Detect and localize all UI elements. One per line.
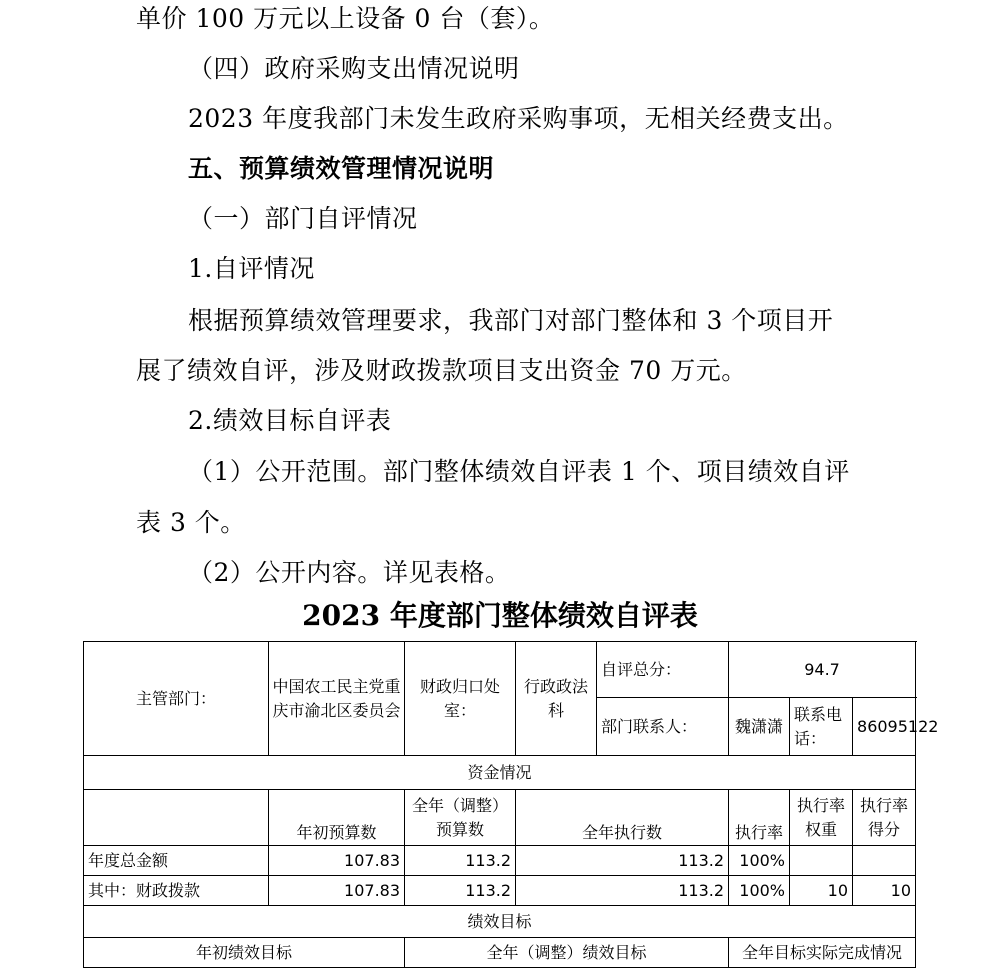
paragraph: 展了绩效自评，涉及财政拨款项目支出资金 70 万元。	[136, 356, 747, 385]
cell-value: 113.2	[516, 846, 729, 876]
row-label: 其中：财政拨款	[84, 876, 269, 906]
cell-value: 10	[853, 876, 916, 906]
col-header: 执行率权重	[790, 790, 853, 846]
col-header: 全年（调整）预算数	[405, 790, 516, 846]
cell-value	[790, 846, 853, 876]
score-label: 自评总分：	[597, 642, 729, 698]
paragraph: 2023 年度我部门未发生政府采购事项，无相关经费支出。	[188, 104, 849, 133]
section-heading: 1.自评情况	[188, 254, 315, 283]
table-title: 2023 年度部门整体绩效自评表	[302, 599, 698, 632]
cell-value: 10	[790, 876, 853, 906]
paragraph: 单价 100 万元以上设备 0 台（套）。	[136, 4, 555, 33]
cell-value: 100%	[729, 846, 790, 876]
paragraph: （1）公开范围。部门整体绩效自评表 1 个、项目绩效自评	[188, 457, 850, 486]
perf-col: 全年（调整）绩效目标	[405, 938, 729, 968]
finance-value: 行政政法科	[516, 642, 597, 756]
col-header: 执行率	[729, 790, 790, 846]
section-heading: （四）政府采购支出情况说明	[188, 54, 520, 83]
contact-value: 魏潇潇	[729, 698, 790, 756]
paragraph: （2）公开内容。详见表格。	[188, 558, 511, 587]
contact-label: 部门联系人：	[597, 698, 729, 756]
score-value: 94.7	[729, 642, 916, 698]
section-heading: 2.绩效目标自评表	[188, 406, 392, 435]
perf-header: 绩效目标	[84, 906, 916, 938]
section-heading: 五、预算绩效管理情况说明	[188, 154, 495, 183]
cell-value: 107.83	[269, 876, 405, 906]
paragraph: 根据预算绩效管理要求，我部门对部门整体和 3 个项目开	[188, 306, 834, 335]
dept-label: 主管部门：	[84, 642, 269, 756]
perf-col: 年初绩效目标	[84, 938, 405, 968]
paragraph: 表 3 个。	[136, 508, 246, 537]
cell-value	[853, 846, 916, 876]
cell-value: 107.83	[269, 846, 405, 876]
dept-value: 中国农工民主党重庆市渝北区委员会	[269, 642, 405, 756]
row-label: 年度总金额	[84, 846, 269, 876]
phone-value: 86095122	[853, 698, 916, 756]
self-evaluation-table	[83, 641, 939, 968]
cell-value: 100%	[729, 876, 790, 906]
perf-col: 全年目标实际完成情况	[729, 938, 916, 968]
finance-label: 财政归口处室：	[405, 642, 516, 756]
cell-value: 113.2	[516, 876, 729, 906]
cell-value: 113.2	[405, 876, 516, 906]
section-heading: （一）部门自评情况	[188, 204, 418, 233]
phone-label: 联系电话：	[790, 698, 853, 756]
col-header: 执行率得分	[853, 790, 916, 846]
col-header: 年初预算数	[269, 790, 405, 846]
cell-value: 113.2	[405, 846, 516, 876]
col-header: 全年执行数	[516, 790, 729, 846]
funds-header: 资金情况	[84, 756, 916, 790]
